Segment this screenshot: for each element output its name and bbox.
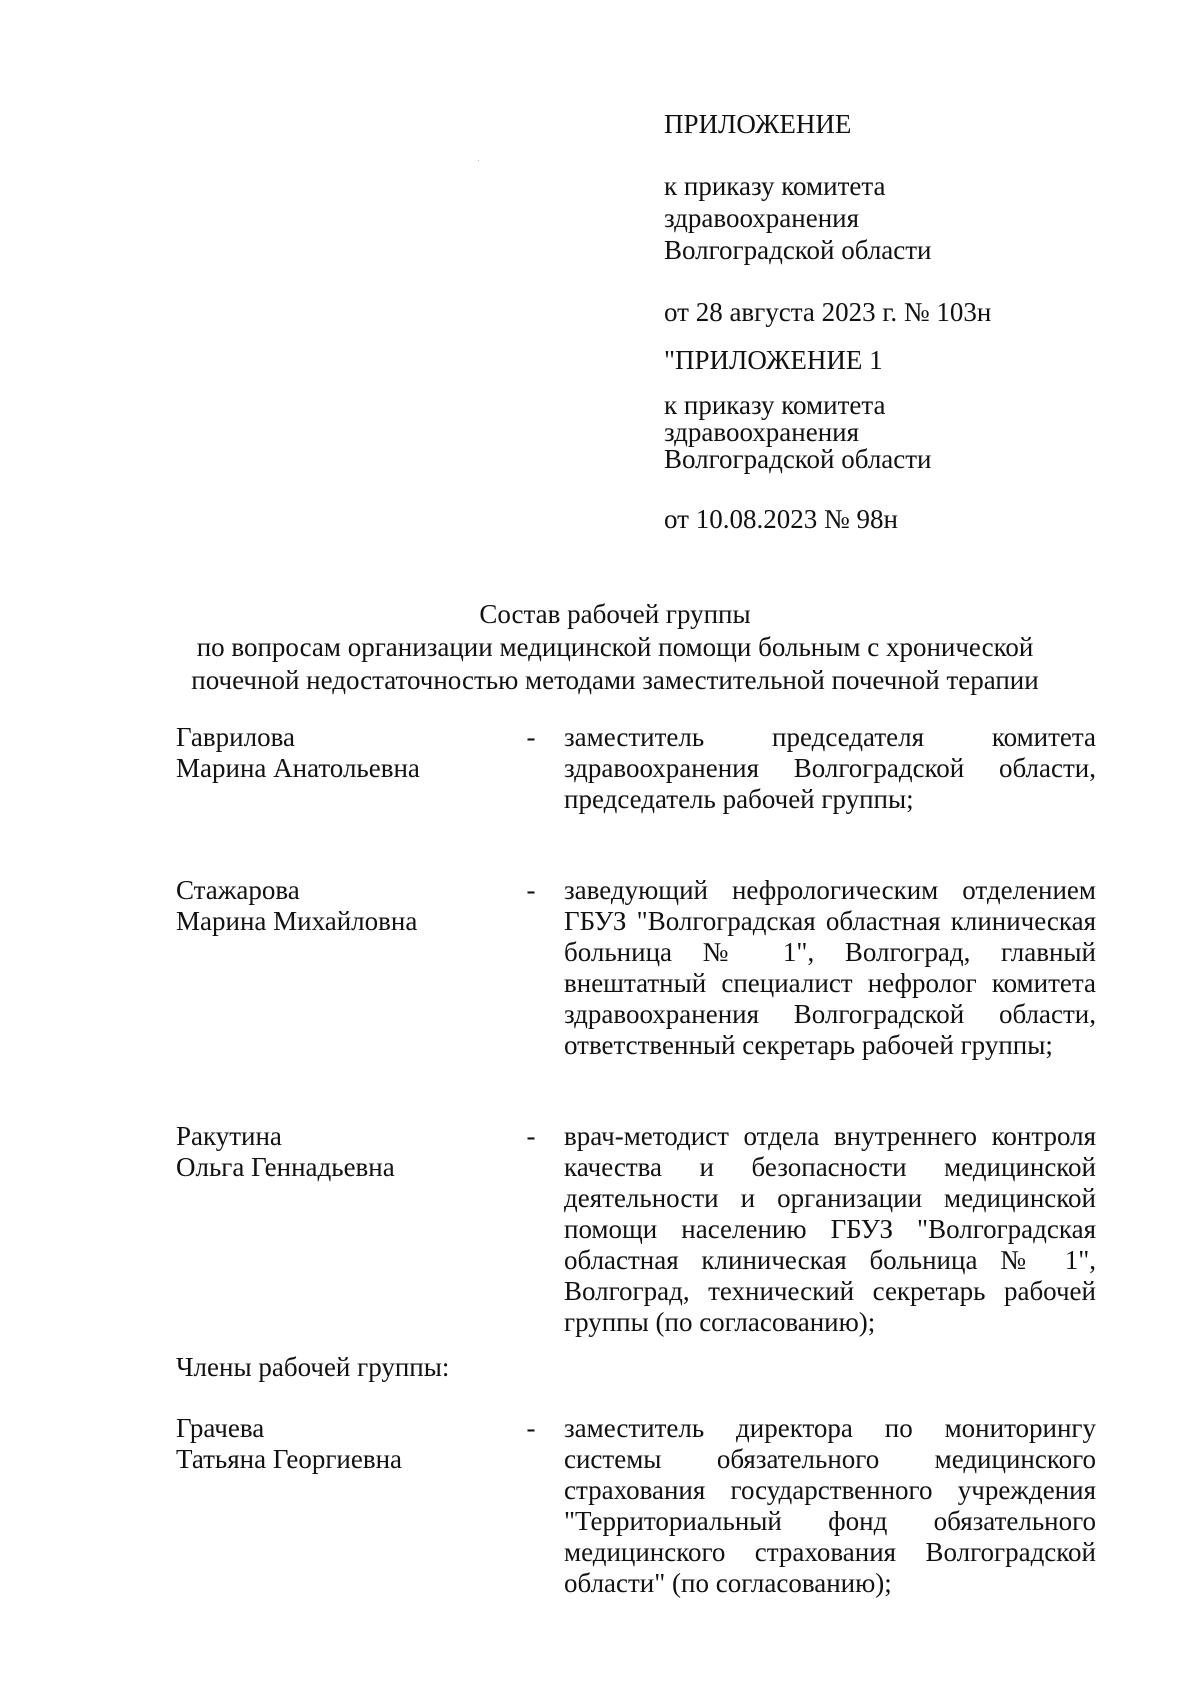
order-date: от 28 августа 2023 г. № 103н (664, 297, 992, 327)
member-description: заместитель председателя комитета здравоохранения Волгоградской области, председатель рабочей группы; (564, 722, 1096, 814)
member-given-name: Марина Михайловна (176, 906, 418, 936)
order-reference (664, 170, 1144, 266)
member-given-name: Ольга Геннадьевна (176, 1152, 395, 1182)
member-description: заведующий нефрологическим отделением ГБУЗ "Волгоградская областная клиническая больница № 1", Волгоград, главный внештатный специалист нефролог комитета здравоохранения Волгоградской области, ответственный секретарь рабочей группы; (564, 875, 1096, 1060)
member-row (176, 1413, 1096, 1599)
order-reference-line: здравоохранения (664, 203, 860, 233)
member-given-name: Марина Анатольевна (176, 753, 420, 783)
member-row (176, 1121, 1096, 1338)
member-dash: - (526, 1121, 536, 1151)
member-row (176, 722, 1096, 815)
member-name (176, 1413, 498, 1599)
members-list (176, 722, 1096, 1599)
order-reference-line: к приказу комитета (664, 171, 886, 201)
member-dash: - (526, 875, 536, 905)
member-name (176, 875, 498, 1061)
member-row (176, 875, 1096, 1061)
appendix-1-title: "ПРИЛОЖЕНИЕ 1 (664, 345, 883, 375)
member-name (176, 1121, 498, 1338)
appendix-header (664, 108, 1144, 535)
appendix-reference-line: Волгоградской области (664, 444, 932, 474)
appendix-reference-line: здравоохранения (664, 417, 860, 447)
heading-line: по вопросам организации медицинской помощи больным с хронической (196, 632, 1034, 662)
member-name (176, 722, 498, 815)
member-description: врач-методист отдела внутреннего контроля качества и безопасности медицинской деятельности и организации медицинской помощи населению ГБУЗ "Волгоградская областная клиническая больница № 1", Волгоград, технический секретарь рабочей группы (по согласованию); (564, 1121, 1096, 1337)
member-surname: Гаврилова (176, 722, 295, 752)
appendix-title: ПРИЛОЖЕНИЕ (664, 109, 852, 139)
member-description: заместитель директора по мониторингу системы обязательного медицинского страхования государственного учреждения "Территориальный фонд обязательного медицинского страхования Волгоградской области" (по согласованию); (564, 1413, 1096, 1598)
member-dash: - (526, 722, 536, 752)
order-reference-line: Волгоградской области (664, 235, 932, 265)
members-subheading: Члены рабочей группы: (176, 1352, 450, 1382)
appendix-1-date: от 10.08.2023 № 98н (664, 504, 898, 534)
member-surname: Стажарова (176, 875, 300, 905)
member-surname: Ракутина (176, 1121, 282, 1151)
member-dash: - (526, 1413, 536, 1443)
document-heading (150, 598, 1080, 697)
member-surname: Грачева (176, 1413, 265, 1443)
appendix-reference-line: к приказу комитета (664, 390, 886, 420)
heading-line: почечной недостаточностью методами заместительной почечной терапии (191, 665, 1039, 695)
scan-speck (478, 160, 479, 161)
heading-line: Состав рабочей группы (479, 599, 751, 629)
appendix-1-reference (664, 392, 1144, 473)
member-given-name: Татьяна Георгиевна (176, 1444, 403, 1474)
